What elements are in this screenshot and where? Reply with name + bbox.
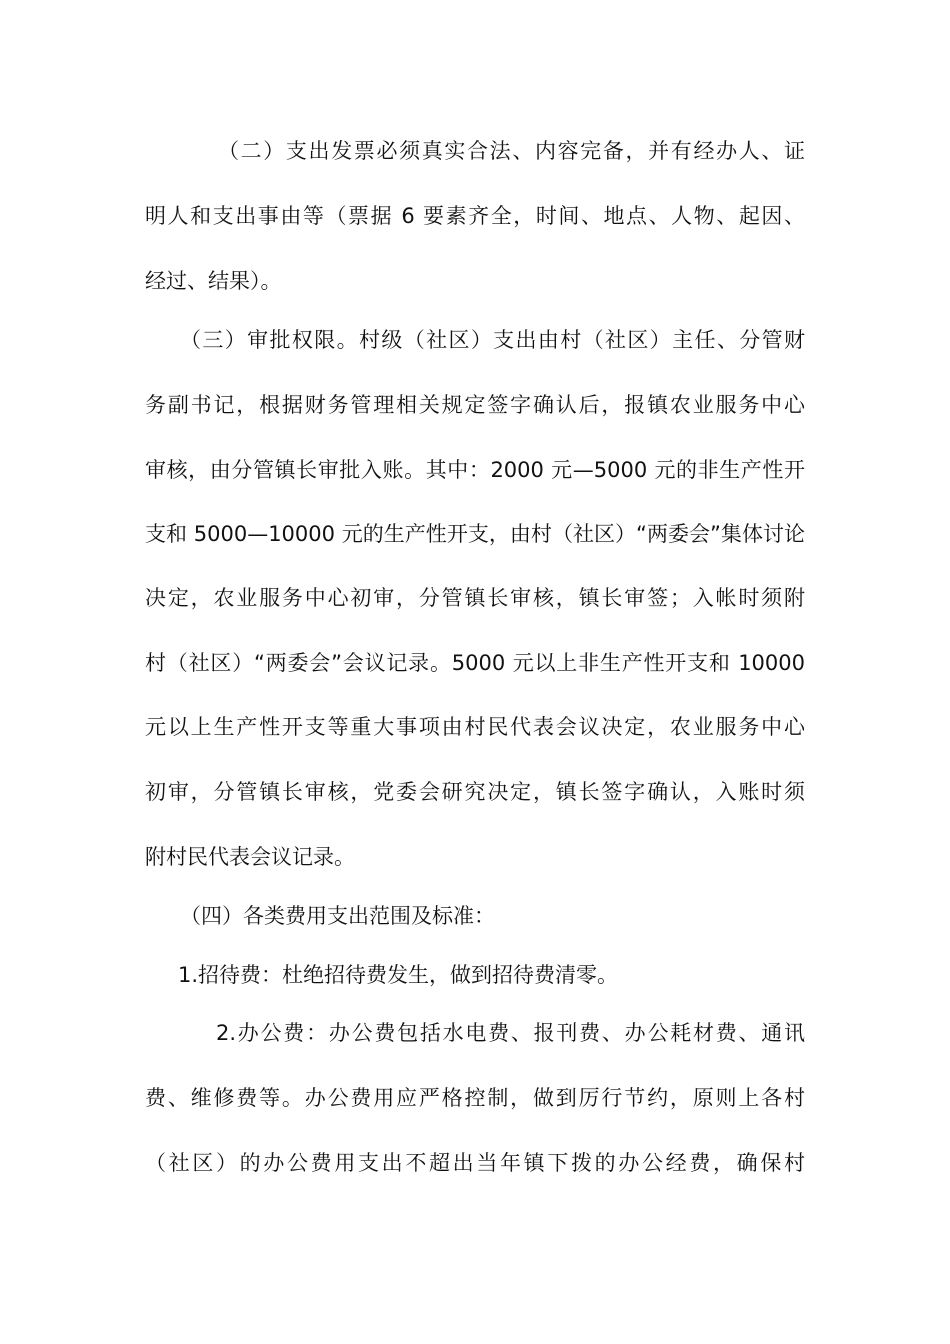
- paragraph-3-line-1: （三）审批权限。村级（社区）支出由村（社区）主任、分管财: [180, 328, 805, 352]
- paragraph-2-line-1: （二）支出发票必须真实合法、内容完备，并有经办人、证: [218, 139, 805, 163]
- item-1-reception-fee: 1.招待费：杜绝招待费发生，做到招待费清零。: [178, 963, 619, 987]
- paragraph-3-line-3: 审核，由分管镇长审批入账。其中：2000 元—5000 元的非生产性开: [145, 458, 805, 482]
- paragraph-4-heading: （四）各类费用支出范围及标准：: [180, 904, 495, 928]
- item-2-line-3: （社区）的办公费用支出不超出当年镇下拨的办公经费，确保村: [145, 1151, 805, 1175]
- paragraph-3-line-7: 元以上生产性开支等重大事项由村民代表会议决定，农业服务中心: [145, 715, 805, 739]
- paragraph-2-line-3: 经过、结果）。: [145, 269, 282, 293]
- item-2-line-1: 2.办公费：办公费包括水电费、报刊费、办公耗材费、通讯: [216, 1021, 805, 1045]
- item-2-line-2: 费、维修费等。办公费用应严格控制，做到厉行节约，原则上各村: [145, 1086, 805, 1110]
- paragraph-2-line-2: 明人和支出事由等（票据 6 要素齐全，时间、地点、人物、起因、: [145, 204, 805, 228]
- paragraph-3-line-2: 务副书记，根据财务管理相关规定签字确认后，报镇农业服务中心: [145, 393, 805, 417]
- paragraph-3-line-6: 村（社区）“两委会”会议记录。5000 元以上非生产性开支和 10000: [145, 651, 805, 675]
- paragraph-3-line-4: 支和 5000—10000 元的生产性开支，由村（社区）“两委会”集体讨论: [145, 522, 805, 546]
- paragraph-3-line-8: 初审，分管镇长审核，党委会研究决定，镇长签字确认，入账时须: [145, 780, 805, 804]
- paragraph-3-line-9: 附村民代表会议记录。: [145, 845, 355, 869]
- paragraph-3-line-5: 决定，农业服务中心初审，分管镇长审核，镇长审签；入帐时须附: [145, 586, 805, 610]
